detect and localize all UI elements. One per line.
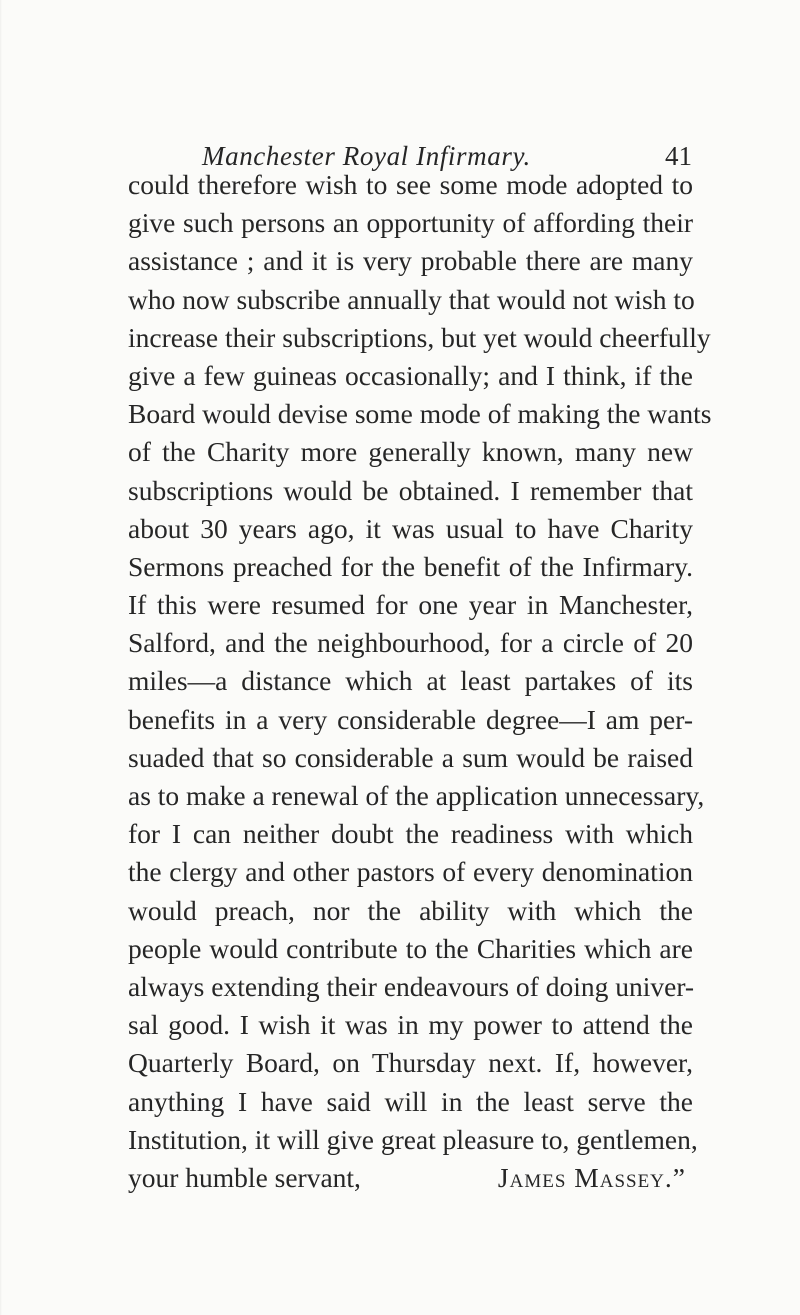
text-line: benefits in a very considerable degree—I am per- bbox=[128, 703, 693, 735]
text-line: anything I have said will in the least serve the bbox=[128, 1085, 693, 1117]
page-number: 41 bbox=[665, 141, 692, 171]
text-line: the clergy and other pastors of every denomination bbox=[128, 856, 693, 888]
closing-salutation: your humble servant, bbox=[128, 1161, 361, 1193]
running-title: Manchester Royal Infirmary. bbox=[202, 141, 531, 171]
text-line: Sermons preached for the benefit of the Infirmary. bbox=[128, 550, 693, 582]
closing-line bbox=[128, 1159, 693, 1197]
text-line: Salford, and the neighbourhood, for a circle of 20 bbox=[128, 627, 693, 659]
text-line: Institution, it will give great pleasure to, gentlemen, bbox=[128, 1123, 698, 1155]
page-edge-shadow bbox=[0, 0, 2, 1315]
text-line: give a few guineas occasionally; and I think, if the bbox=[128, 359, 693, 391]
body-text bbox=[128, 166, 712, 1197]
text-line: give such persons an opportunity of affording their bbox=[128, 207, 693, 239]
text-line: Quarterly Board, on Thursday next. If, however, bbox=[128, 1047, 693, 1079]
text-line: assistance ; and it is very probable there are many bbox=[128, 245, 693, 277]
text-line: subscriptions would be obtained. I remember that bbox=[128, 474, 693, 506]
text-line: would preach, nor the ability with which the bbox=[128, 894, 693, 926]
text-line: could therefore wish to see some mode adopted to bbox=[128, 169, 693, 200]
text-line: increase their subscriptions, but yet would cheerfully bbox=[128, 321, 711, 353]
text-line: suaded that so considerable a sum would be raised bbox=[128, 741, 693, 773]
text-line: as to make a renewal of the application unnecessary, bbox=[128, 780, 705, 811]
text-line: miles—a distance which at least partakes of its bbox=[128, 665, 693, 697]
text-line: about 30 years ago, it was usual to have Charity bbox=[128, 512, 693, 544]
text-line: of the Charity more generally known, many new bbox=[128, 436, 693, 468]
text-line: for I can neither doubt the readiness with which bbox=[128, 818, 693, 850]
text-line: If this were resumed for one year in Manchester, bbox=[128, 589, 693, 621]
text-line: who now subscribe annually that would not wish to bbox=[128, 283, 695, 315]
text-line: sal good. I wish it was in my power to attend the bbox=[128, 1009, 693, 1041]
text-line: always extending their endeavours of doing univer- bbox=[128, 970, 695, 1002]
text-line: Board would devise some mode of making the wants bbox=[128, 398, 712, 430]
text-line: people would contribute to the Charities which are bbox=[128, 932, 693, 964]
signature: James Massey.” bbox=[497, 1161, 686, 1193]
